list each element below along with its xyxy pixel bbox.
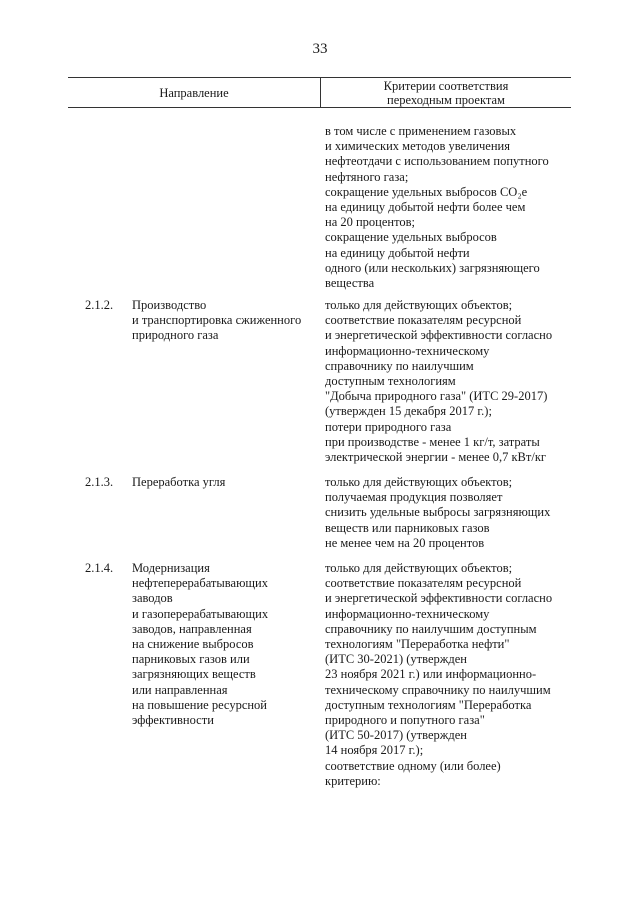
- criteria-line: только для действующих объектов;: [325, 475, 513, 489]
- direction-line: и транспортировка сжиженного: [132, 313, 302, 328]
- direction-line: и газоперерабатывающих: [132, 606, 269, 621]
- criteria-line: соответствие показателям ресурсной: [325, 576, 522, 591]
- criteria-line: нефтяного газа;: [325, 169, 409, 184]
- criteria-line: и энергетической эффективности согласно: [325, 591, 553, 606]
- criteria-line: справочнику по наилучшим доступным: [325, 621, 537, 636]
- direction-line: нефтеперерабатывающих: [132, 576, 268, 591]
- row-criteria: [325, 475, 575, 551]
- direction-line: природного газа: [132, 328, 219, 343]
- header-criteria: [321, 79, 571, 107]
- criteria-line: только для действующих объектов;: [325, 298, 513, 312]
- criteria-line: потери природного газа: [325, 419, 452, 434]
- criteria-line: техническому справочнику по наилучшим: [325, 682, 551, 697]
- criteria-line: на единицу добытой нефти: [325, 245, 470, 260]
- criteria-line: соответствие показателям ресурсной: [325, 313, 522, 328]
- criteria-line: (утвержден 15 декабря 2017 г.);: [325, 404, 492, 419]
- direction-line: Производство: [132, 298, 207, 312]
- row-number: 2.1.2.: [85, 298, 114, 312]
- criteria-line: информационно-техническому: [325, 606, 490, 621]
- criteria-line: вещества: [325, 276, 375, 291]
- criteria-line: и энергетической эффективности согласно: [325, 328, 553, 343]
- table-header: [68, 77, 571, 108]
- criteria-line: доступным технологиям: [325, 374, 456, 389]
- row-number: 2.1.4.: [85, 561, 114, 575]
- direction-line: или направленная: [132, 682, 228, 697]
- criteria-line: не менее чем на 20 процентов: [325, 535, 485, 550]
- criteria-line: критерию:: [325, 773, 381, 788]
- criteria-line: электрической энергии - менее 0,7 кВт/кг: [325, 450, 547, 465]
- criteria-line: 23 ноября 2021 г.) или информационно-: [325, 667, 537, 682]
- criteria-line: веществ или парниковых газов: [325, 520, 490, 535]
- criteria-line: только для действующих объектов;: [325, 561, 513, 575]
- row-direction: [132, 475, 312, 490]
- criteria-line: одного (или нескольких) загрязняющего: [325, 260, 540, 275]
- criteria-line: сокращение удельных выбросов: [325, 230, 497, 245]
- direction-line: Переработка угля: [132, 475, 226, 489]
- criteria-line: доступным технологиям "Переработка: [325, 697, 532, 712]
- direction-line: загрязняющих веществ: [132, 667, 256, 682]
- criteria-line: в том числе с применением газовых: [325, 124, 517, 138]
- criteria-line: природного и попутного газа": [325, 713, 485, 728]
- header-direction: Направление: [159, 86, 229, 100]
- criteria-line: на единицу добытой нефти более чем: [325, 200, 526, 215]
- row-criteria: [325, 561, 575, 789]
- criteria-line: справочнику по наилучшим: [325, 358, 474, 373]
- criteria-line: нефтеотдачи с использованием попутного: [325, 154, 549, 169]
- row-direction: [132, 298, 312, 344]
- criteria-line: "Добыча природного газа" (ИТС 29-2017): [325, 389, 548, 404]
- criteria-line: сокращение удельных выбросов CO₂e: [325, 184, 528, 199]
- criteria-line: 14 ноября 2017 г.);: [325, 743, 424, 758]
- header-criteria-line: Критерии соответствия: [383, 79, 509, 93]
- direction-line: Модернизация: [132, 561, 210, 575]
- criteria-line: (ИТС 30-2021) (утвержден: [325, 652, 467, 667]
- criteria-line: на 20 процентов;: [325, 215, 416, 230]
- criteria-line: соответствие одному (или более): [325, 758, 501, 773]
- row-number: 2.1.3.: [85, 475, 114, 489]
- direction-line: на повышение ресурсной: [132, 697, 267, 712]
- criteria-line: и химических методов увеличения: [325, 139, 510, 154]
- header-criteria-line: переходным проектам: [387, 93, 505, 107]
- criteria-line: информационно-техническому: [325, 343, 490, 358]
- direction-line: эффективности: [132, 713, 214, 728]
- page-number: 33: [312, 41, 328, 57]
- direction-line: заводов: [132, 591, 173, 606]
- criteria-line: технологиям "Переработка нефти": [325, 637, 510, 652]
- row-criteria: [325, 124, 575, 291]
- direction-line: на снижение выбросов: [132, 637, 254, 652]
- row-criteria: [325, 298, 575, 465]
- direction-line: заводов, направленная: [132, 621, 252, 636]
- criteria-line: (ИТС 50-2017) (утвержден: [325, 728, 467, 743]
- criteria-line: при производстве - менее 1 кг/т, затраты: [325, 434, 540, 449]
- criteria-line: снизить удельные выбросы загрязняющих: [325, 505, 551, 520]
- criteria-line: получаемая продукция позволяет: [325, 490, 503, 505]
- direction-line: парниковых газов или: [132, 652, 250, 667]
- row-direction: [132, 561, 312, 728]
